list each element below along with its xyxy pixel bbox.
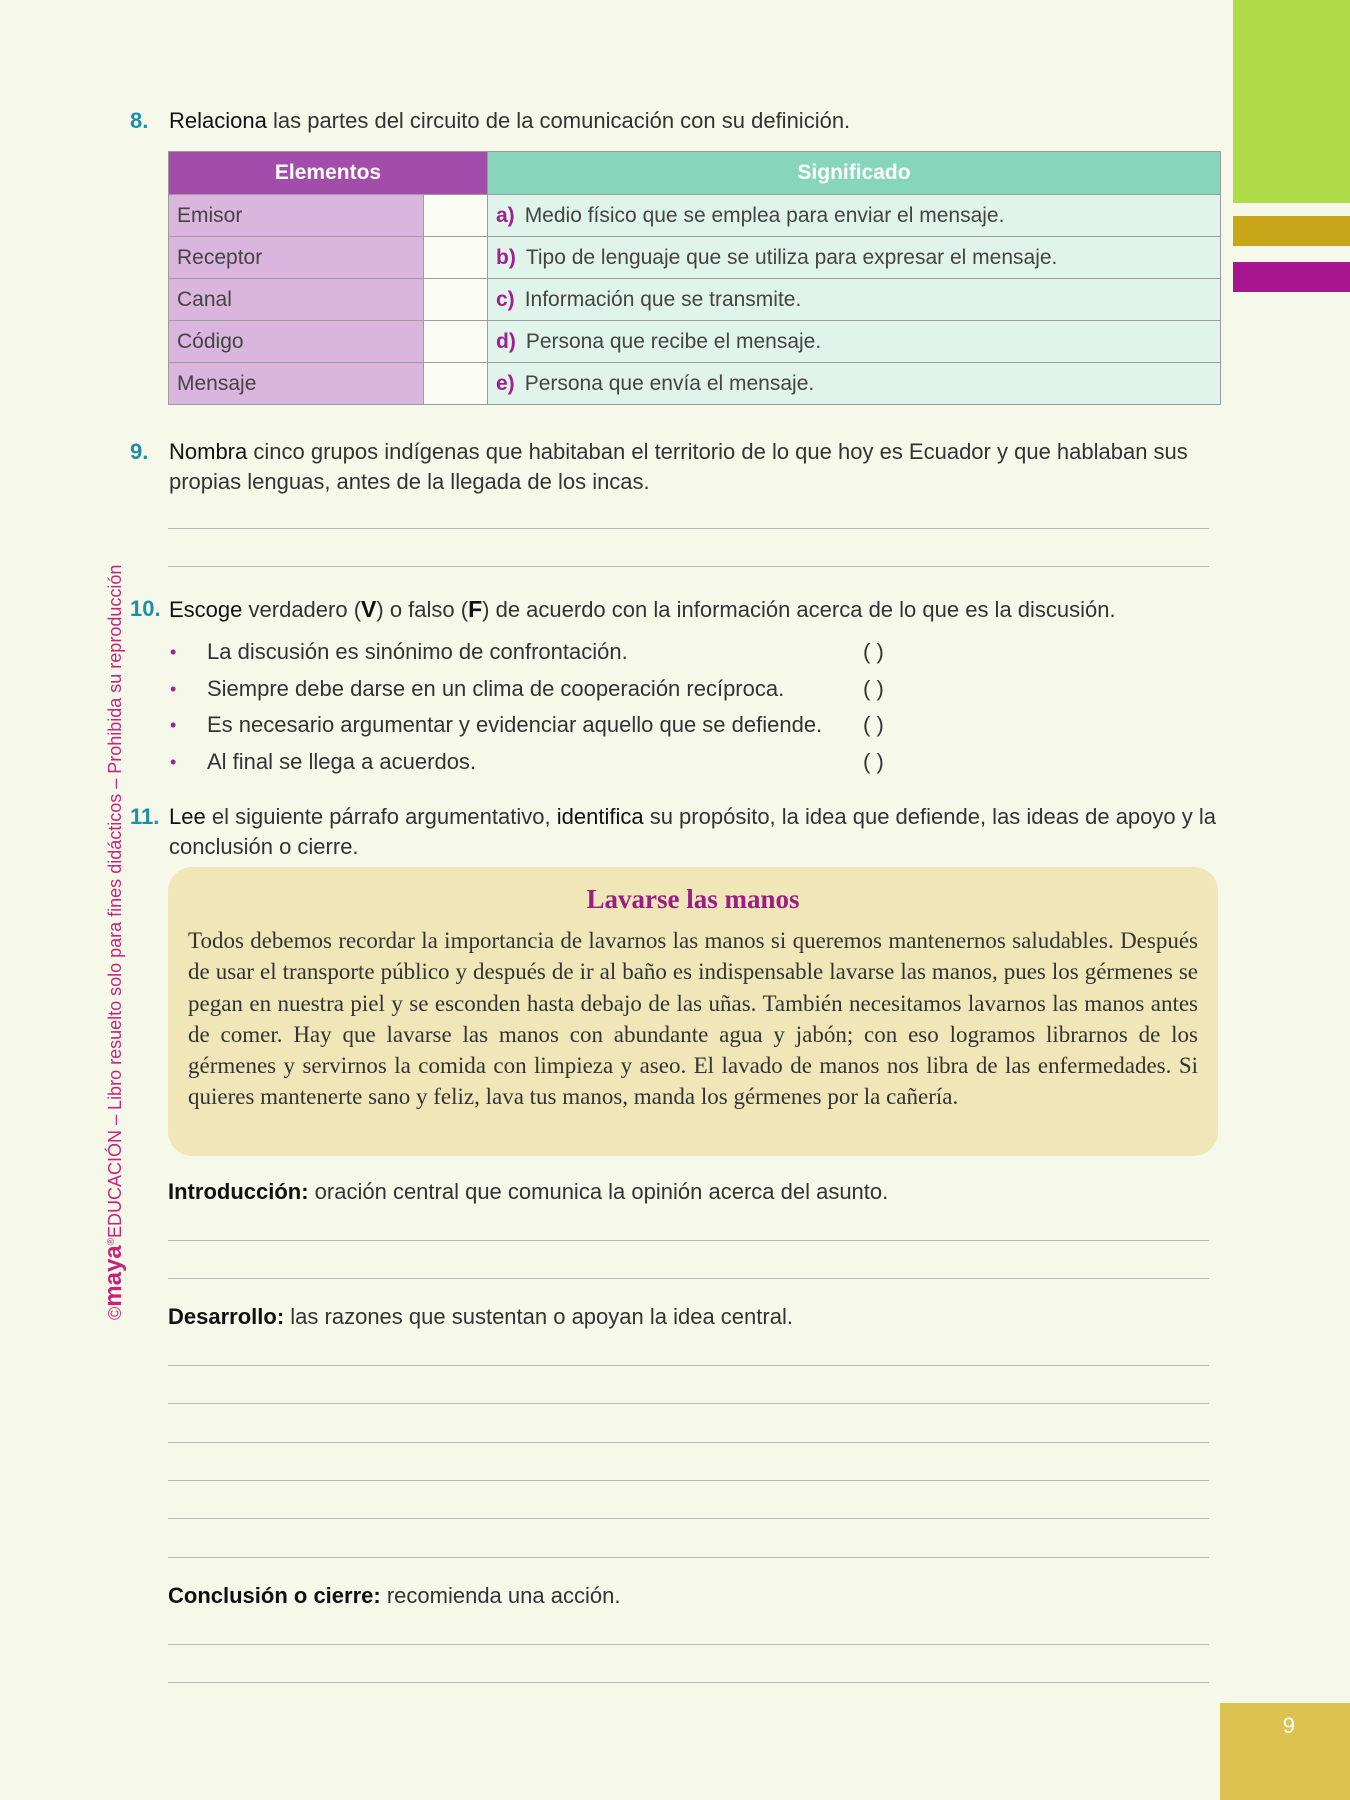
element-cell: Emisor	[169, 195, 424, 237]
page-number: 9	[1282, 1713, 1295, 1738]
true-letter: V	[361, 596, 377, 622]
answer-line[interactable]	[168, 566, 1209, 567]
question-number: 8.	[130, 108, 149, 133]
decor-bar-magenta	[1233, 262, 1350, 292]
bullet: •	[170, 715, 177, 735]
intro-label: Introducción:	[168, 1179, 309, 1204]
table-row	[169, 279, 1221, 321]
meaning-text: Medio físico que se emplea para enviar el mensaje.	[524, 203, 1005, 227]
answer-parentheses[interactable]: ( )	[863, 748, 884, 774]
element-cell: Canal	[169, 279, 424, 321]
question-text: su propósito, la idea que defiende, las ideas de apoyo y la conclusión o cierre.	[169, 804, 1216, 859]
element-cell: Mensaje	[169, 363, 424, 405]
meaning-letter: e)	[496, 371, 515, 395]
meaning-letter: b)	[496, 245, 516, 269]
table-row	[169, 363, 1221, 405]
question-verb: Relaciona	[169, 108, 267, 133]
meaning-letter: c)	[496, 287, 515, 311]
meaning-text: Información que se transmite.	[524, 287, 802, 311]
answer-box[interactable]	[424, 195, 488, 237]
reading-paragraph: Todos debemos recordar la importancia de lavarnos las manos si queremos mantenernos saludables. Después de usar el transporte público y después de ir al baño es indispensable lavarse las manos, pues los gérmenes se pegan en nuestra piel y se esconden hasta debajo de las uñas. También necesitamos lavarnos las manos antes de comer. Hay que lavarse las manos con abundante agua y jabón; con eso logramos librarnos de los gérmenes y servirnos la comida con limpieza y aseo. El lavado de manos nos libra de las enfermedades. Si quieres mantenerte sano y feliz, lava tus manos, manda los gérmenes por la cañería.	[188, 928, 1198, 1110]
answer-parentheses[interactable]: ( )	[863, 675, 884, 701]
decor-bar-green	[1233, 0, 1350, 203]
question-number: 11.	[130, 804, 160, 829]
answer-box[interactable]	[424, 363, 488, 405]
meaning-text: Persona que envía el mensaje.	[524, 371, 815, 395]
meaning-cell	[488, 363, 1221, 405]
registered-mark: ®	[106, 1237, 117, 1246]
answer-box[interactable]	[424, 321, 488, 363]
header-meaning: Significado	[488, 152, 1221, 195]
table-header-row	[169, 152, 1221, 195]
statement-text: Siempre debe darse en un clima de cooperación recíproca.	[207, 675, 785, 701]
conclusion-prompt	[168, 1583, 620, 1609]
reading-box	[168, 867, 1218, 1156]
question-text: las partes del circuito de la comunicación con su definición.	[272, 108, 851, 133]
list-item	[170, 634, 930, 671]
bullet: •	[170, 751, 177, 772]
brand-logo-text: maya	[100, 1245, 127, 1307]
answer-line[interactable]	[168, 1557, 1209, 1558]
answer-line[interactable]	[168, 1518, 1209, 1519]
list-item	[170, 671, 930, 708]
bullet: •	[170, 678, 177, 699]
meaning-cell	[488, 195, 1221, 237]
meaning-cell	[488, 279, 1221, 321]
true-false-list	[170, 634, 930, 780]
answer-parentheses[interactable]: ( )	[863, 639, 884, 664]
statement-text: Al final se llega a acuerdos.	[207, 748, 477, 774]
answer-line[interactable]	[168, 1644, 1209, 1645]
answer-line[interactable]	[168, 1403, 1209, 1404]
statement-text: Es necesario argumentar y evidenciar aquello que se defiende.	[207, 712, 823, 737]
table-row	[169, 237, 1221, 279]
bullet: •	[170, 642, 177, 662]
question-text: ) o falso (	[376, 597, 469, 622]
answer-line[interactable]	[168, 1682, 1209, 1683]
answer-line[interactable]	[168, 528, 1209, 529]
intro-prompt	[168, 1179, 888, 1205]
meaning-letter: a)	[496, 203, 515, 227]
answer-line[interactable]	[168, 1442, 1209, 1443]
answer-line[interactable]	[168, 1278, 1209, 1279]
meaning-cell	[488, 237, 1221, 279]
list-item	[170, 707, 930, 744]
answer-box[interactable]	[424, 279, 488, 321]
conclusion-label: Conclusión o cierre:	[168, 1583, 381, 1608]
question-10	[130, 594, 1220, 625]
answer-parentheses[interactable]: ( )	[863, 712, 884, 737]
question-11	[130, 802, 1220, 862]
question-number: 9.	[130, 439, 149, 464]
question-9	[130, 437, 1220, 497]
meaning-letter: d)	[496, 329, 516, 353]
answer-line[interactable]	[168, 1240, 1209, 1241]
copyright-prefix: ©	[105, 1306, 125, 1320]
false-letter: F	[468, 596, 483, 622]
copyright-notice	[100, 565, 128, 1320]
question-text: cinco grupos indígenas que habitaban el territorio de lo que hoy es Ecuador y que hablaban sus propias lenguas, antes de la llegada de los incas.	[169, 439, 1188, 494]
table-row	[169, 321, 1221, 363]
question-8	[130, 106, 1220, 136]
conclusion-text: recomienda una acción.	[386, 1583, 621, 1608]
development-label: Desarrollo:	[168, 1304, 285, 1329]
relation-table	[168, 151, 1221, 405]
question-text: el siguiente párrafo argumentativo,	[211, 804, 551, 829]
question-verb: Escoge	[169, 597, 243, 622]
reading-title: Lavarse las manos	[586, 884, 800, 914]
meaning-text: Tipo de lenguaje que se utiliza para expresar el mensaje.	[525, 245, 1058, 269]
development-prompt	[168, 1304, 793, 1330]
statement-text: La discusión es sinónimo de confrontación.	[207, 639, 628, 664]
answer-line[interactable]	[168, 1480, 1209, 1481]
question-text: verdadero (	[248, 597, 362, 622]
question-verb: Nombra	[169, 439, 248, 464]
meaning-cell	[488, 321, 1221, 363]
copyright-text: EDUCACIÓN – Libro resuelto solo para fines didácticos – Prohibida su reproducción	[105, 564, 125, 1238]
element-cell: Receptor	[169, 237, 424, 279]
intro-text: oración central que comunica la opinión acerca del asunto.	[314, 1179, 889, 1204]
decor-bar-mustard	[1233, 216, 1350, 246]
answer-line[interactable]	[168, 1365, 1209, 1366]
question-verb: Lee	[169, 804, 206, 829]
list-item	[170, 744, 930, 781]
meaning-text: Persona que recibe el mensaje.	[525, 329, 822, 353]
element-cell: Código	[169, 321, 424, 363]
question-verb: identifica	[556, 804, 644, 829]
table-row	[169, 195, 1221, 237]
question-text: ) de acuerdo con la información acerca de lo que es la discusión.	[482, 597, 1116, 622]
header-elements: Elementos	[169, 152, 488, 195]
question-number: 10.	[130, 596, 161, 621]
answer-box[interactable]	[424, 237, 488, 279]
development-text: las razones que sustentan o apoyan la idea central.	[290, 1304, 793, 1329]
